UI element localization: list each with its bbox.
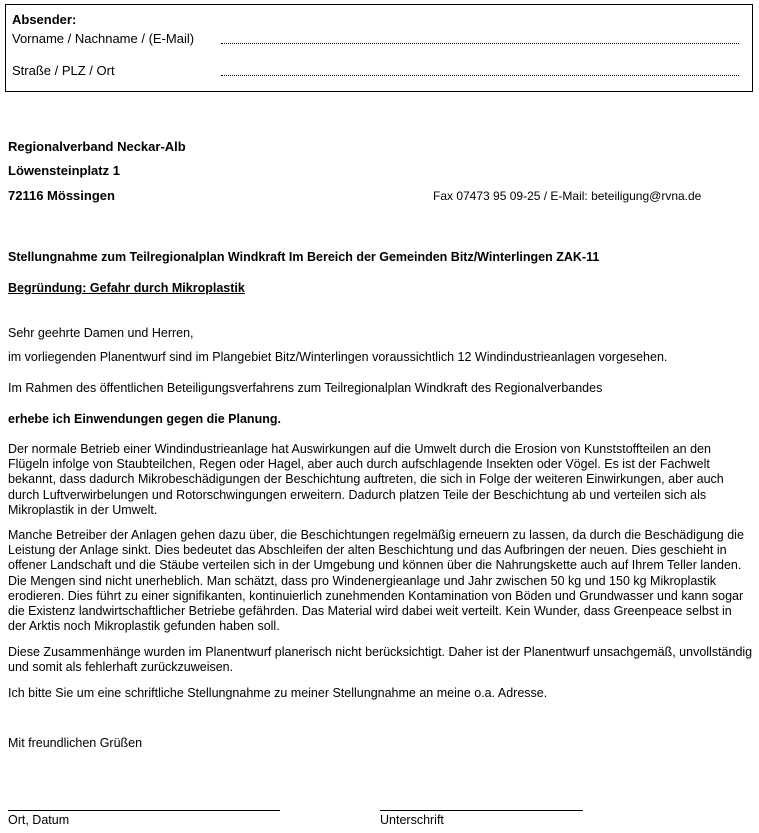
recipient-contact: Fax 07473 95 09-25 / E-Mail: beteiligung@rvna.de: [433, 189, 702, 203]
place-date-line[interactable]: [8, 810, 280, 811]
closing: Mit freundlichen Grüßen: [8, 736, 143, 750]
sender-address-label: Straße / PLZ / Ort: [12, 63, 115, 78]
context-text: Im Rahmen des öffentlichen Beteiligungsverfahrens zum Teilregionalplan Windkraft des Regionalverbandes: [8, 381, 603, 395]
sender-box: [5, 4, 753, 92]
salutation: Sehr geehrte Damen und Herren,: [8, 326, 194, 340]
objection-text: erhebe ich Einwendungen gegen die Planung.: [8, 412, 281, 426]
intro-text: im vorliegenden Planentwurf sind im Plangebiet Bitz/Winterlingen voraussichtlich 12 Windindustrieanlagen vorgesehen.: [8, 350, 668, 364]
paragraph-coating: Manche Betreiber der Anlagen gehen dazu über, die Beschichtungen regelmäßig erneuern zu lassen, da durch die Beschädigung die Leistung der Anlage sinkt. Dies bedeutet das Abschleifen der alten Beschichtung und das Aufbringen der neuen. Dies geschieht in offener Landschaft und die Stäube verteilen sich in der Umgebung und können über die Nahrungskette auch auf Ihrem Teller landen. Die Mengen sind nicht unerheblich. Man schätzt, dass pro Windenergieanlage und Jahr zwischen 50 kg und 150 kg Mikroplastik erodieren. Dies führt zu einer signifikanten, kontinuierlich zunehmenden Kontamination von Böden und Grundwasser und kann sogar die Existenz landwirtschaftlicher Betriebe gefährden. Das Material wird dabei weit verteilt. Kein Wunder, dass Greenpeace selbst in der Arktis noch Mikroplastik gefunden haben soll.: [8, 528, 744, 634]
sender-address-field[interactable]: [221, 75, 739, 76]
paragraph-request: Ich bitte Sie um eine schriftliche Stellungnahme zu meiner Stellungnahme an meine o.a. Adresse.: [8, 686, 548, 700]
recipient-org: Regionalverband Neckar-Alb: [8, 139, 186, 154]
signature-line[interactable]: [380, 810, 583, 811]
paragraph-conclusion: Diese Zusammenhänge wurden im Planentwurf planerisch nicht berücksichtigt. Daher ist der Planentwurf unsachgemäß, unvollständig und somit als fehlerhaft zurückzuweisen.: [8, 645, 753, 675]
recipient-city: 72116 Mössingen: [8, 188, 115, 203]
recipient-street: Löwensteinplatz 1: [8, 163, 120, 178]
place-date-label: Ort, Datum: [8, 813, 70, 827]
sender-name-label: Vorname / Nachname / (E-Mail): [12, 31, 195, 46]
reason-heading: Begründung: Gefahr durch Mikroplastik: [8, 281, 245, 295]
sender-name-field[interactable]: [221, 43, 739, 44]
sender-title: Absender:: [12, 12, 77, 27]
paragraph-erosion: Der normale Betrieb einer Windindustrieanlage hat Auswirkungen auf die Umwelt durch die Erosion von Kunststoffteilen an den Flügeln infolge von Staubteilchen, Regen oder Hagel, aber auch durch aufschlagende Insekten oder Vögel. Es ist der Fachwelt bekannt, dass dadurch Mikrobeschädigungen der Beschichtung auftreten, die sich in Folge der weiteren Einwirkungen, aber auch durch Luftverwirbelungen und Rotorschwingungen erweitern. Dadurch platzen Teile der Beschichtung ab und verteilen sich als Mikroplastik in der Umwelt.: [8, 442, 724, 517]
subject-line: Stellungnahme zum Teilregionalplan Windkraft Im Bereich der Gemeinden Bitz/Winterlingen ZAK-11: [8, 250, 600, 264]
signature-label: Unterschrift: [380, 813, 444, 827]
